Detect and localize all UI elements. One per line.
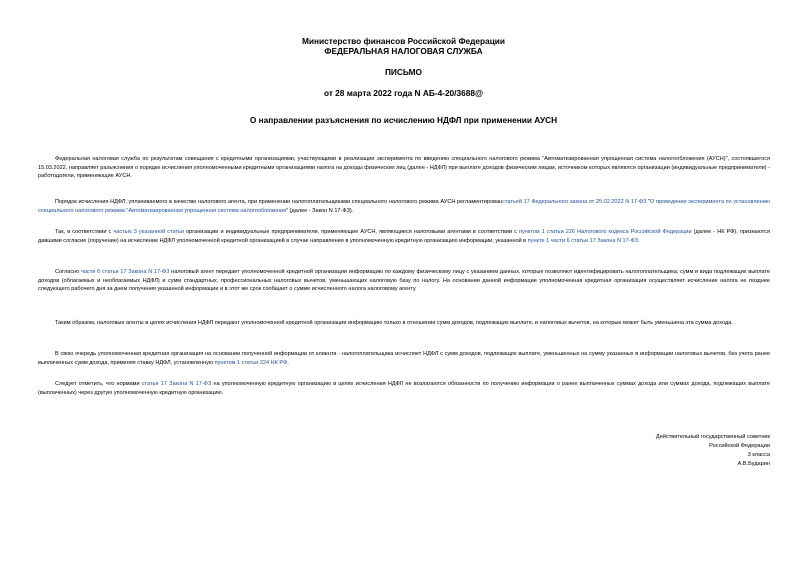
document-type: ПИСЬМО <box>384 67 423 77</box>
paragraph-3-text-2: организации и индивидуальные предприниматели, применяющие АУСН, являющиеся налоговыми агентами в соответствии с <box>184 229 519 235</box>
signature-title-line-2: Российской Федерации <box>709 443 770 449</box>
signature-title-line-1: Действительный государственный советник <box>655 434 770 440</box>
link-part-3-article[interactable]: частью 3 указанной статьи <box>113 229 184 235</box>
paragraph-3 <box>38 228 770 245</box>
link-article-226-nk[interactable]: пунктом 1 статьи 226 Налогового кодекса Российской Федерации <box>519 229 692 235</box>
paragraph-4-text-2: налоговый агент передает уполномоченной кредитной организации информацию по каждому физическому лицу с указанием данных, которые позволяют идентифицировать налогоплательщика; сумм и вида подлежащих выплате доходов (облагаемых и необлагаемых НДФЛ) и сумм стандартных, профессиональных налоговых вычетов, уменьшающих налоговую базу по налогу. На основании данной информации уполномоченная кредитная организация осуществляет исчисление налога не позднее следующего рабочего дня за днем получения указанной информации и в этот же срок сообщает о сумме исчисленного налога налоговому агенту. <box>38 269 771 293</box>
paragraph-2 <box>38 198 770 215</box>
paragraph-6-text-2: . <box>287 359 289 366</box>
link-article-17-law-2[interactable]: статьи 17 Закона N 17-ФЗ <box>141 381 212 387</box>
paragraph-7-text: Следует отметить, что нормами <box>55 381 142 387</box>
paragraph-3-text-3: (далее - НК РФ), признаются давшими согласие (поручение) на исчисление НДФЛ уполномоченной кредитной организацией в случае направления в уполномоченную кредитную организацию информации, указанной в <box>38 229 771 244</box>
paragraph-1: Федеральная налоговая служба по результатам совещания с кредитными организациями, участвующими в реализации эксперимента по введению специального налогового режима "Автоматизированная упрощенная система налогообложения (АУСН)", состоявшегося 15.03.2022, направляет разъяснения о порядке исчисления уполномоченными кредитными организациями налога на доходы физических лиц (далее - НДФЛ) при выплате доходов физическим лицам, источником которых являются организации (индивидуальные предприниматели) - работодатели, применяющие АУСН. <box>38 156 770 180</box>
document-title: О направлении разъяснения по исчислению НДФЛ при применении АУСН <box>249 115 558 125</box>
service-name: ФЕДЕРАЛЬНАЯ НАЛОГОВАЯ СЛУЖБА <box>324 46 483 56</box>
paragraph-5: Таким образом, налоговые агенты в целях исчисления НДФЛ передают уполномоченной кредитной организации информацию только в отношении сумм доходов, подлежащих выплате, и налоговых вычетов, на которые может быть уменьшена эта сумма дохода. <box>55 320 733 326</box>
signature-block <box>656 433 770 469</box>
paragraph-7 <box>38 380 770 397</box>
paragraph-3-text-4: . <box>638 237 640 244</box>
link-article-224-nk[interactable]: пунктом 1 статьи 224 НК РФ <box>214 359 288 366</box>
paragraph-2-text: Порядок исчисления НДФЛ, уплачиваемого в качестве налогового агента, при применении налогоплательщиками специального налогового режима АУСН регламентирован <box>55 199 503 205</box>
link-part-6-article-17[interactable]: пункте 1 части 6 статьи 17 Закона N 17-ФЗ <box>527 237 639 244</box>
paragraph-7-text-2: на уполномоченную кредитную организацию в целях исчисления НДФЛ не возлагаются обязанности по получению информации о ранее выплаченных суммах дохода или суммах дохода, подлежащих выплате (выплаченных) через другую уполномоченную кредитную организацию. <box>38 381 770 396</box>
signature-title-line-3: 3 класса <box>747 452 770 458</box>
signer-name: А.В.Бударин <box>737 461 770 467</box>
link-article-17-law[interactable]: статьей 17 Федерального закона от 25.02.2022 N 17-ФЗ <box>502 199 647 205</box>
paragraph-3-text: Так, в соответствии с <box>55 229 114 235</box>
document-date-number: от 28 марта 2022 года N АБ-4-20/3688@ <box>323 88 484 98</box>
link-part-6-article-17-law[interactable]: части 6 статьи 17 Закона N 17-ФЗ <box>80 269 170 275</box>
paragraph-6-text: В свою очередь уполномоченная кредитная организация на основании полученной информации от клиента - налогоплательщика исчисляет НДФЛ с сумм доходов, подлежащих выплате, уменьшенных на сумму указанных в информации налоговых вычетов, без учета ранее выплаченных сумм дохода, применяя ставку НДФЛ, установленную <box>38 351 770 366</box>
link-law-title[interactable]: О проведении эксперимента по установлению специального налогового режима "Автоматизированная упрощенная система налогообложения <box>38 199 770 214</box>
paragraph-6 <box>38 350 770 367</box>
paragraph-2-text-2: " <box>646 199 651 205</box>
paragraph-4-text: Согласно <box>55 269 81 275</box>
paragraph-2-text-3: " (далее - Закон N 17-ФЗ). <box>286 207 354 214</box>
ministry-name: Министерство финансов Российской Федерации <box>301 36 506 46</box>
paragraph-4 <box>38 268 770 294</box>
